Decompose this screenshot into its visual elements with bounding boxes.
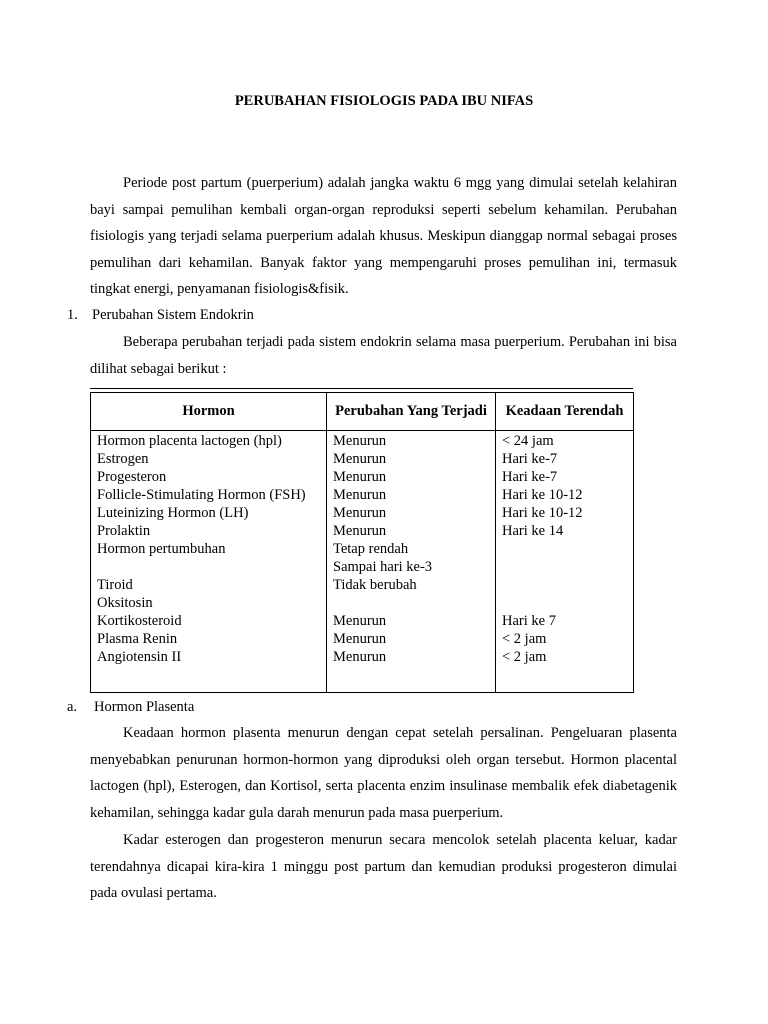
keadaan-column: < 24 jam Hari ke-7 Hari ke-7 Hari ke 10-12 Hari ke 10-12 Hari ke 14 Hari ke 7 < 2 jam < 2 jam <box>496 431 634 693</box>
section-a-paragraph-2: Kadar esterogen dan progesteron menurun secara mencolok setelah placenta keluar, kadar terendahnya dicapai kira-kira 1 minggu post partum dan kemudian produksi progesteron dimulai pada ovulasi pertama. <box>90 832 677 901</box>
table-row <box>91 431 634 693</box>
section-a-paragraph-1: Keadaan hormon plasenta menurun dengan cepat setelah persalinan. Pengeluaran plasenta menyebabkan penurunan hormon-hormon yang diproduksi oleh organ tersebut. Hormon placental lactogen (hpl), Esterogen, dan Kortisol, serta placenta enzim insulinase membalik efek diabetagenik kehamilan, sehingga kadar gula darah menurun pada masa puerperium. <box>90 725 677 821</box>
page-title: PERUBAHAN FISIOLOGIS PADA IBU NIFAS <box>234 93 534 109</box>
section-a-heading: Hormon Plasenta <box>94 699 195 715</box>
table-top-rule <box>90 388 633 389</box>
section-1-heading: Perubahan Sistem Endokrin <box>92 307 254 323</box>
section-1-paragraph: Beberapa perubahan terjadi pada sistem endokrin selama masa puerperium. Perubahan ini bisa dilihat sebagai berikut : <box>90 334 677 377</box>
header-keadaan: Keadaan Terendah <box>496 393 634 431</box>
header-hormon: Hormon <box>91 393 327 431</box>
table-header-row <box>91 393 634 431</box>
hormon-column: Hormon placenta lactogen (hpl) Estrogen Progesteron Follicle-Stimulating Hormon (FSH) Luteinizing Hormon (LH) Prolaktin Hormon pertumbuhan Tiroid Oksitosin Kortikosteroid Plasma Renin Angiotensin II <box>91 431 327 693</box>
section-a-number: a. <box>67 699 78 715</box>
section-1-number: 1. <box>67 307 78 323</box>
perubahan-column: Menurun Menurun Menurun Menurun Menurun Menurun Tetap rendah Sampai hari ke-3 Tidak berubah Menurun Menurun Menurun <box>327 431 496 693</box>
intro-paragraph: Periode post partum (puerperium) adalah jangka waktu 6 mgg yang dimulai setelah kelahiran bayi sampai pemulihan kembali organ-organ reproduksi seperti sebelum kehamilan. Perubahan fisiologis yang terjadi selama puerperium adalah khusus. Meskipun dianggap normal sebagai proses pemulihan dari kehamilan. Banyak faktor yang mempengaruhi proses pemulihan ini, termasuk tingkat energi, penyamanan fisiologis&fisik. <box>90 175 677 297</box>
header-perubahan: Perubahan Yang Terjadi <box>327 393 496 431</box>
